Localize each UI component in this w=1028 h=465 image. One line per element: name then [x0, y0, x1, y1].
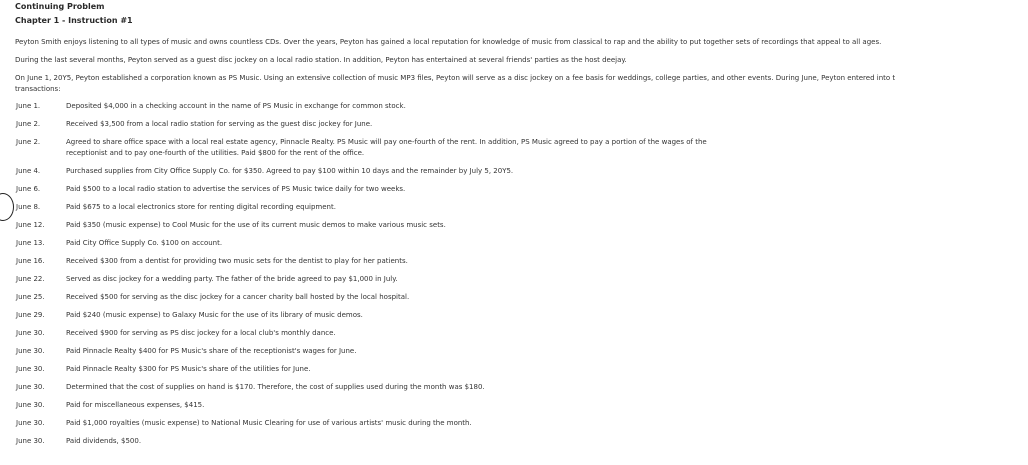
- transaction-date: June 30.: [16, 347, 45, 355]
- transaction-description: Paid $500 to a local radio station to advertise the services of PS Music twice daily for two weeks.: [66, 185, 406, 193]
- transaction-description: Paid Pinnacle Realty $300 for PS Music's share of the utilities for June.: [66, 365, 311, 373]
- transaction-description: Served as disc jockey for a wedding party. The father of the bride agreed to pay $1,000 in July.: [66, 275, 398, 283]
- transaction-description: Paid $675 to a local electronics store for renting digital recording equipment.: [66, 203, 336, 211]
- transaction-date: June 30.: [16, 437, 45, 445]
- transaction-row: [15, 202, 1028, 213]
- transaction-date: June 4.: [16, 167, 41, 175]
- transaction-description: Received $500 for serving as the disc jockey for a cancer charity ball hosted by the local hospital.: [66, 293, 410, 301]
- intro-paragraph-1: Peyton Smith enjoys listening to all types of music and owns countless CDs. Over the years, Peyton has gained a local reputation for knowledge of music from classical to rap and the ability to put together sets of recordings that appeal to all ages.: [15, 38, 882, 46]
- transaction-row: [15, 292, 1028, 303]
- transaction-description: [66, 137, 826, 159]
- document-subtitle: Chapter 1 - Instruction #1: [15, 16, 133, 25]
- intro-paragraph-3-line-2: transactions:: [15, 85, 61, 93]
- transaction-description: Paid $240 (music expense) to Galaxy Music for the use of its library of music demos.: [66, 311, 363, 319]
- transaction-description: Received $3,500 from a local radio station for serving as the guest disc jockey for June.: [66, 120, 373, 128]
- transaction-row: [15, 328, 1028, 339]
- transaction-date: June 2.: [16, 120, 41, 128]
- transaction-date: June 30.: [16, 329, 45, 337]
- transaction-date: June 12.: [16, 221, 45, 229]
- transaction-description: Paid for miscellaneous expenses, $415.: [66, 401, 205, 409]
- transaction-description: Paid $350 (music expense) to Cool Music for the use of its current music demos to make various music sets.: [66, 221, 446, 229]
- transaction-date: June 8.: [16, 203, 41, 211]
- transaction-description: Paid Pinnacle Realty $400 for PS Music's share of the receptionist's wages for June.: [66, 347, 357, 355]
- transaction-description: Purchased supplies from City Office Supply Co. for $350. Agreed to pay $100 within 10 days and the remainder by July 5, 20Y5.: [66, 167, 514, 175]
- transaction-row: [15, 101, 1028, 112]
- transaction-row: [15, 184, 1028, 195]
- transaction-date: June 2.: [16, 138, 41, 146]
- transaction-date: June 13.: [16, 239, 45, 247]
- transaction-date: June 16.: [16, 257, 45, 265]
- transaction-description: Received $300 from a dentist for providing two music sets for the dentist to play for her patients.: [66, 257, 408, 265]
- transaction-description: Determined that the cost of supplies on hand is $170. Therefore, the cost of supplies used during the month was $180.: [66, 383, 485, 391]
- transaction-description-line-2: receptionist and to pay one-fourth of the utilities. Paid $800 for the rent of the office.: [66, 149, 365, 157]
- transaction-description: Deposited $4,000 in a checking account in the name of PS Music in exchange for common stock.: [66, 102, 406, 110]
- intro-paragraph-3: [15, 73, 1028, 95]
- transaction-date: June 30.: [16, 365, 45, 373]
- transaction-row: [15, 310, 1028, 321]
- transaction-date: June 6.: [16, 185, 41, 193]
- transaction-description: Received $900 for serving as PS disc jockey for a local club's monthly dance.: [66, 329, 336, 337]
- transaction-date: June 1.: [16, 102, 41, 110]
- transaction-description-line-1: Agreed to share office space with a local real estate agency, Pinnacle Realty. PS Music will pay one-fourth of the rent. In addition, PS Music agreed to pay a portion of the wages of the: [66, 138, 707, 146]
- transaction-row: [15, 418, 1028, 429]
- document-page: [15, 0, 1028, 454]
- transaction-row: [15, 238, 1028, 249]
- transaction-date: June 30.: [16, 383, 45, 391]
- transaction-date: June 30.: [16, 419, 45, 427]
- transaction-row: [15, 400, 1028, 411]
- cursor-circle-marker: [0, 193, 14, 221]
- transaction-date: June 22.: [16, 275, 45, 283]
- transaction-row: [15, 137, 1028, 159]
- transaction-row: [15, 274, 1028, 285]
- intro-paragraph-2: During the last several months, Peyton served as a guest disc jockey on a local radio station. In addition, Peyton has entertained at several friends' parties as the host deejay.: [15, 56, 627, 64]
- transaction-description: Paid $1,000 royalties (music expense) to National Music Clearing for use of various artists' music during the month.: [66, 419, 472, 427]
- transaction-description: Paid City Office Supply Co. $100 on account.: [66, 239, 223, 247]
- transaction-row: [15, 364, 1028, 375]
- transaction-list: [15, 101, 1028, 447]
- transaction-date: June 29.: [16, 311, 45, 319]
- transaction-row: [15, 256, 1028, 267]
- transaction-row: [15, 119, 1028, 130]
- transaction-row: [15, 166, 1028, 177]
- document-title: Continuing Problem: [15, 2, 105, 11]
- transaction-row: [15, 346, 1028, 357]
- transaction-date: June 30.: [16, 401, 45, 409]
- transaction-row: [15, 220, 1028, 231]
- transaction-row: [15, 382, 1028, 393]
- transaction-date: June 25.: [16, 293, 45, 301]
- transaction-row: [15, 436, 1028, 447]
- intro-paragraph-3-line-1: On June 1, 20Y5, Peyton established a corporation known as PS Music. Using an extensive collection of music MP3 files, Peyton will serve as a disc jockey on a fee basis for weddings, college parties, and other events. During June, Peyton entered into t: [15, 74, 896, 82]
- transaction-description: Paid dividends, $500.: [66, 437, 142, 445]
